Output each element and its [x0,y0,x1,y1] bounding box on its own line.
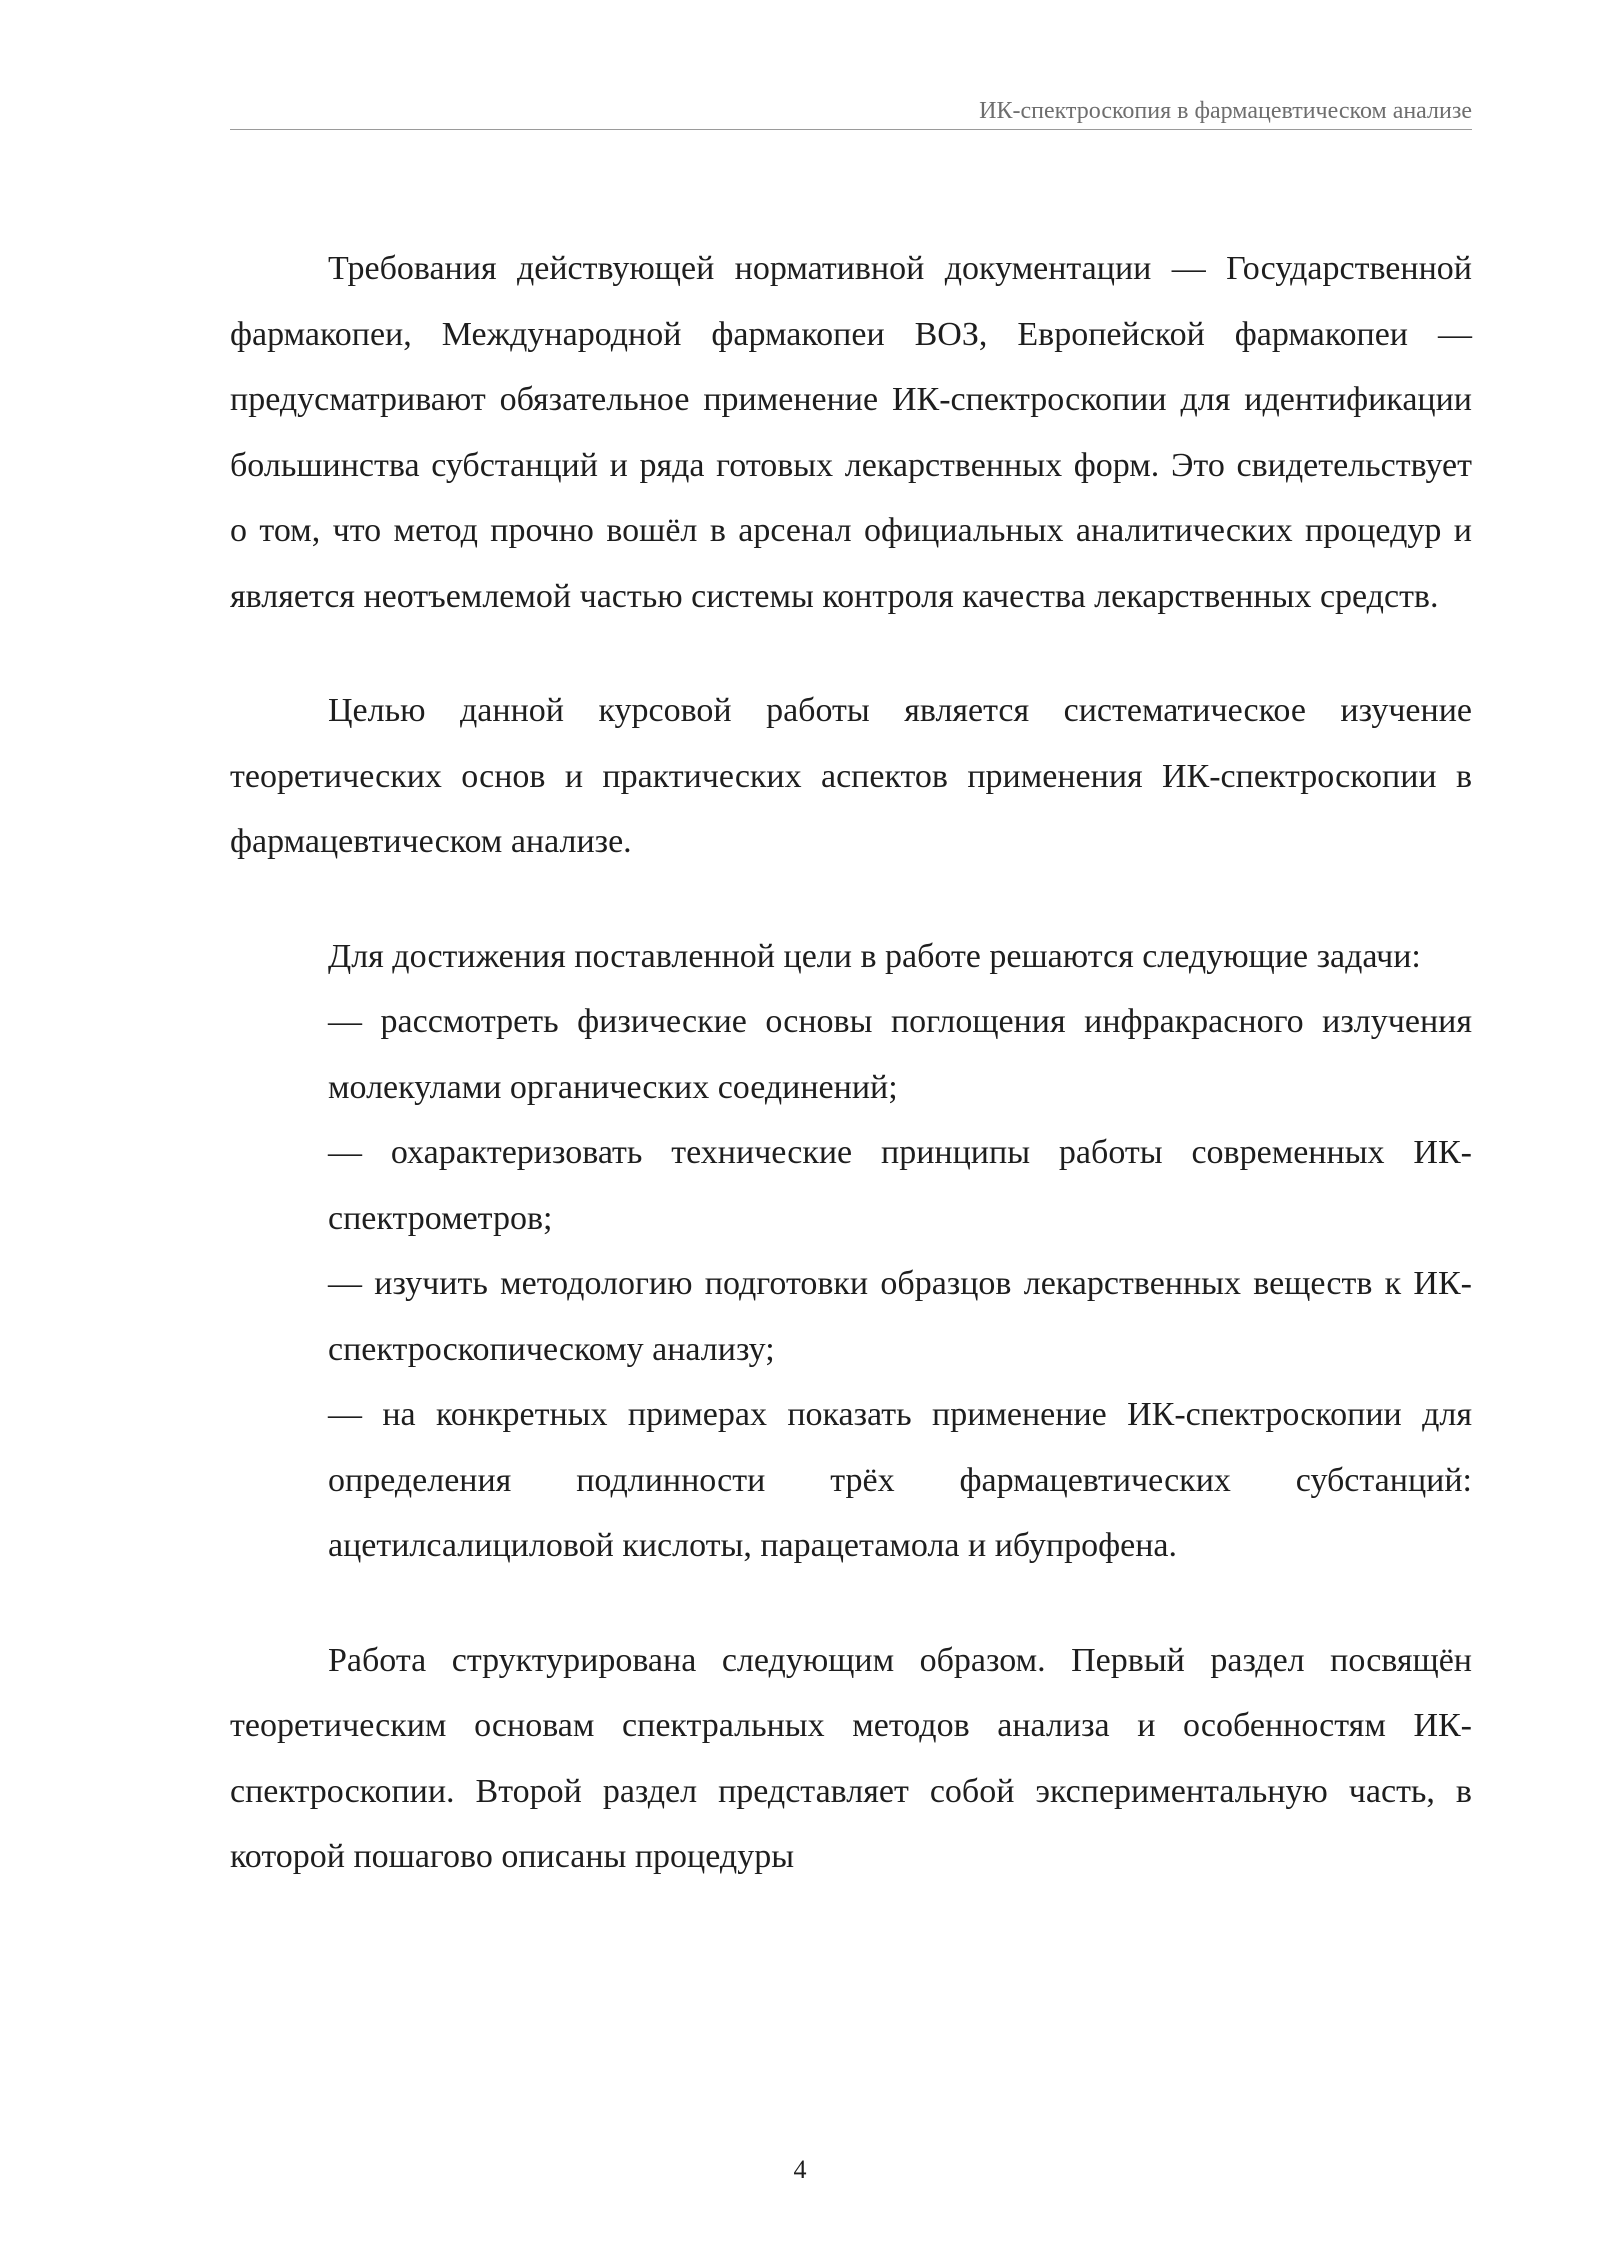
list-item: — рассмотреть физические основы поглощения инфракрасного излучения молекулами органических соединений; [328,1003,1472,1106]
paragraph-normative-requirements: Требования действующей нормативной документации — Государственной фармакопеи, Международной фармакопеи ВОЗ, Европейской фармакопеи — предусматривают обязательное применение ИК-спектроскопии для идентификации большинства субстанций и ряда готовых лекарственных форм. Это свидетельствует о том, что метод прочно вошёл в арсенал официальных аналитических процедур и является неотъемлемой частью системы контроля качества лекарственных средств. [230,250,1472,615]
page-number: 4 [793,2155,807,2184]
paragraph-structure: Работа структурирована следующим образом. Первый раздел посвящён теоретическим основам спектральных методов анализа и особенностям ИК-спектроскопии. Второй раздел представляет собой экспериментальную часть, в которой пошагово описаны процедуры [230,1641,1472,1875]
tasks-list [230,989,1472,1579]
list-item: — охарактеризовать технические принципы работы современных ИК-спектрометров; [328,1134,1472,1237]
header-divider [230,129,1472,130]
list-item: — изучить методологию подготовки образцов лекарственных веществ к ИК-спектроскопическому анализу; [328,1265,1472,1368]
paragraph-tasks-intro: Для достижения поставленной цели в работе решаются следующие задачи: [328,937,1421,975]
paragraph-goal: Целью данной курсовой работы является систематическое изучение теоретических основ и практических аспектов применения ИК-спектроскопии в фармацевтическом анализе. [230,692,1472,860]
page-body [230,236,1472,1890]
list-item: — на конкретных примерах показать применение ИК-спектроскопии для определения подлинности трёх фармацевтических субстанций: ацетилсалициловой кислоты, парацетамола и ибупрофена. [328,1396,1472,1564]
running-header: ИК-спектроскопия в фармацевтическом анализе [979,98,1472,124]
